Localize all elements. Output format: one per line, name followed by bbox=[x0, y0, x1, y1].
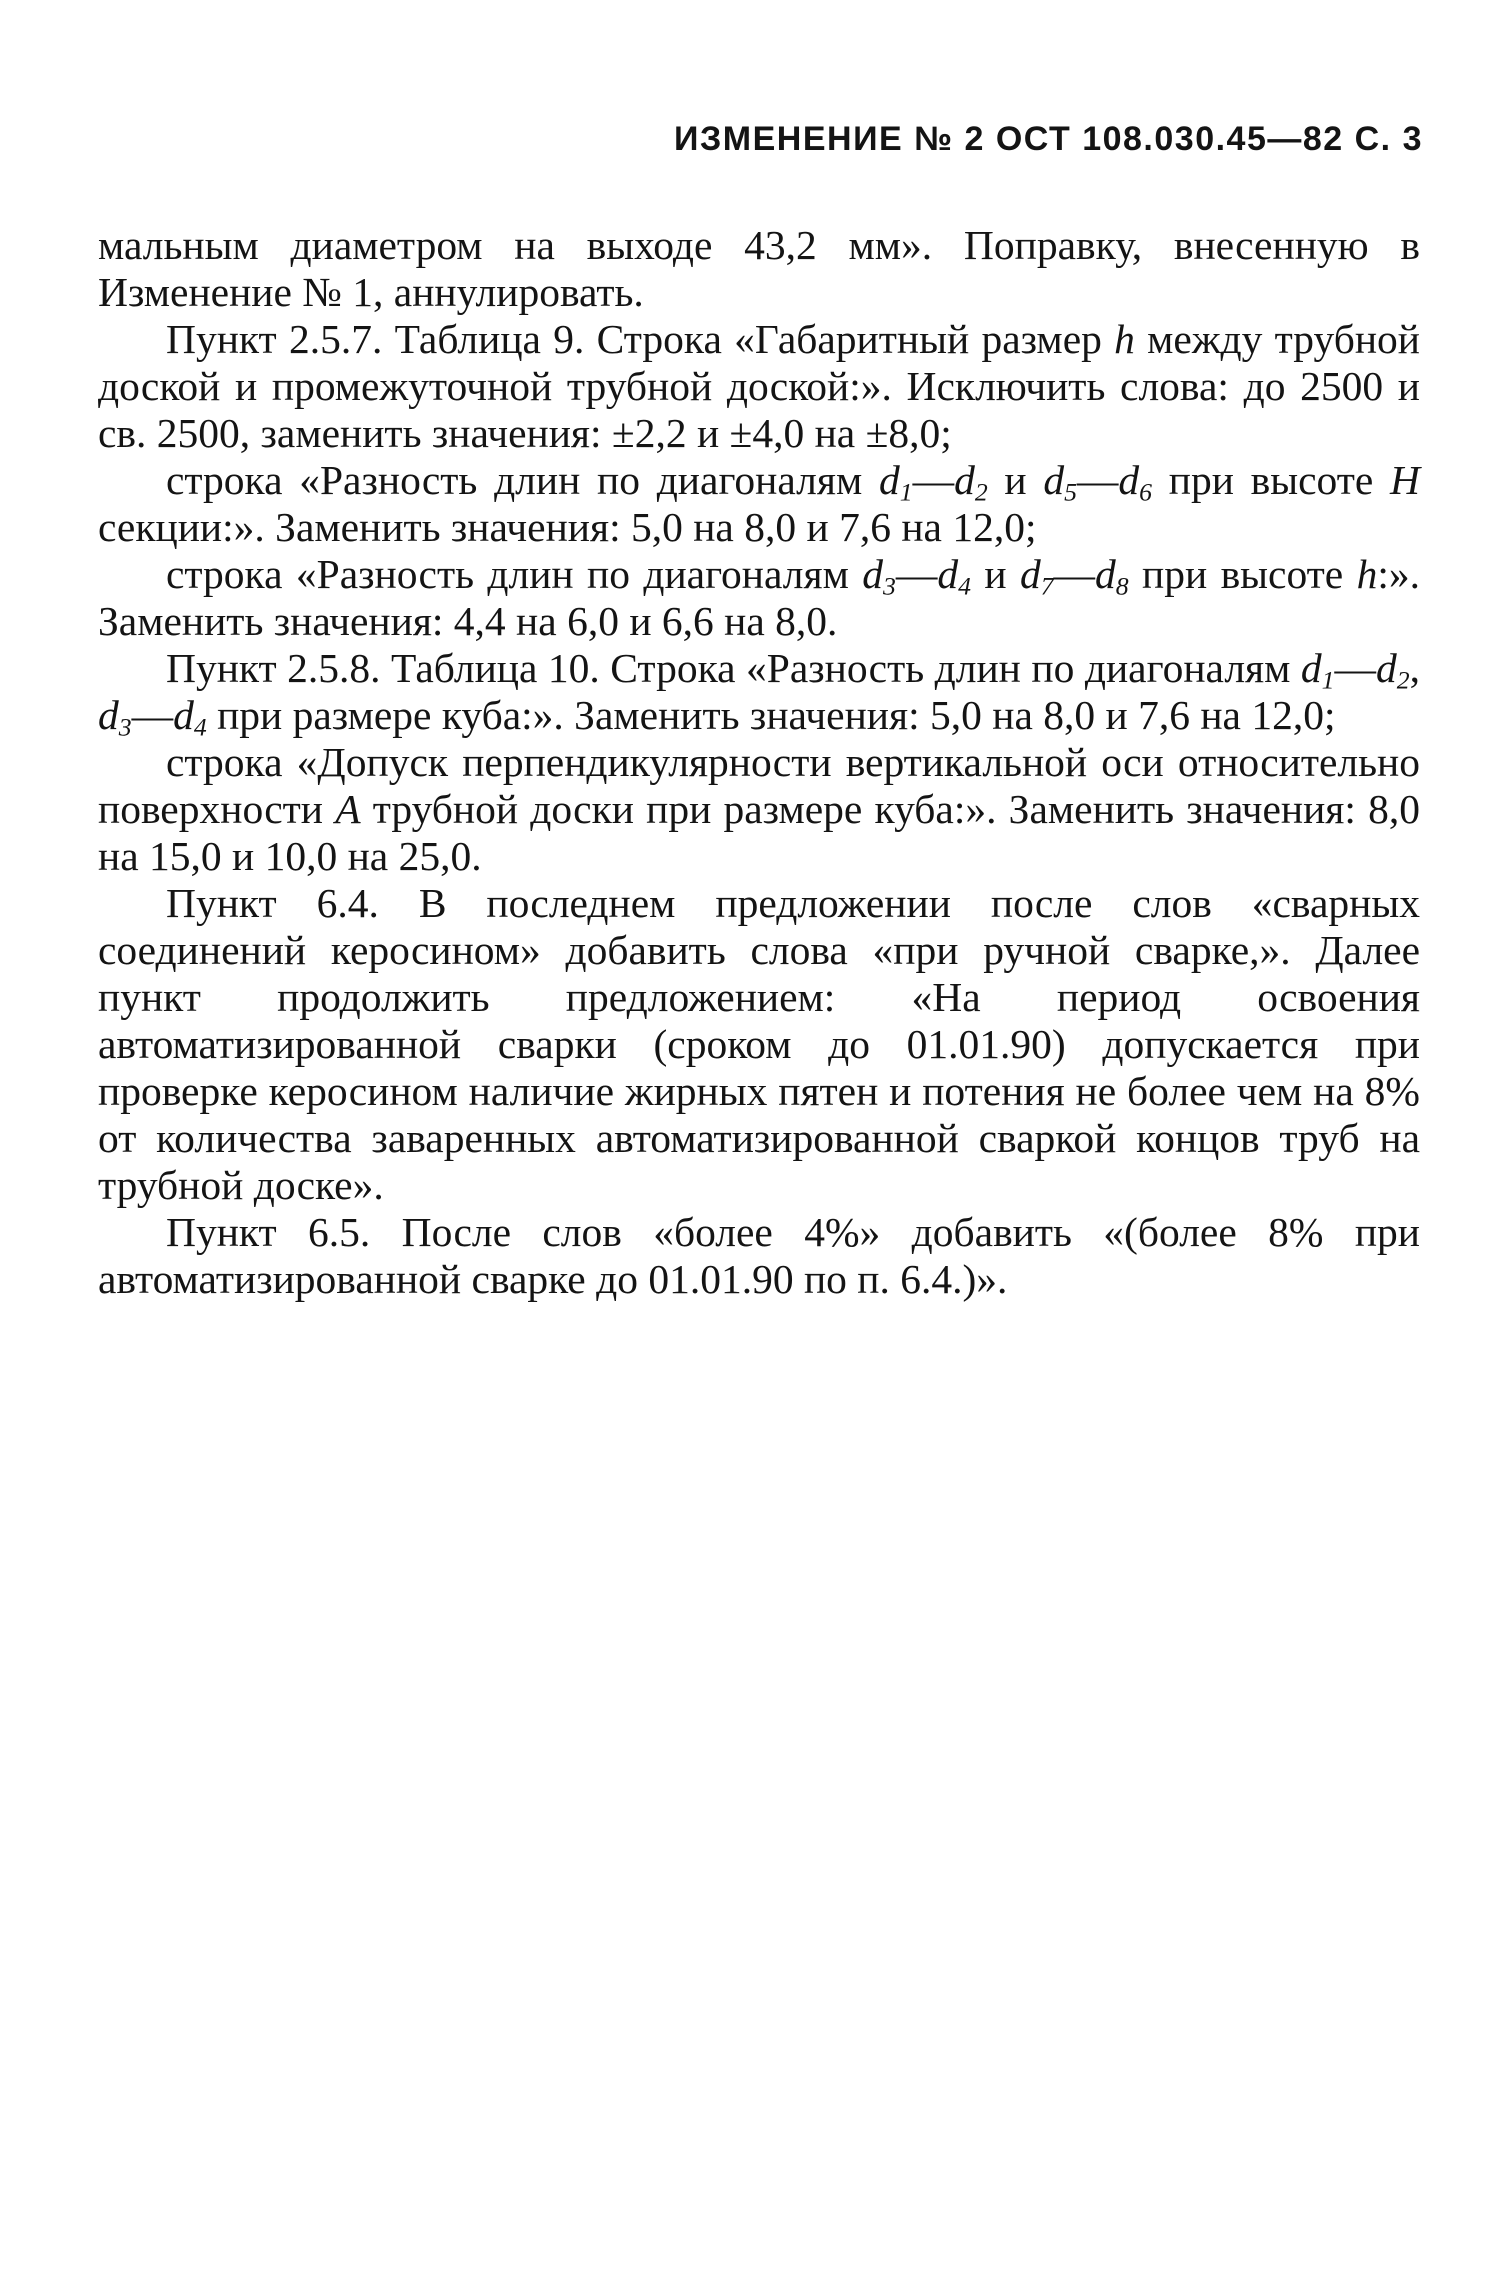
document-body bbox=[98, 222, 1420, 1303]
paragraph-2: Пункт 2.5.7. Таблица 9. Строка «Габаритный размер h между трубной доской и промежуточной трубной доской:». Исключить слова: до 2500 и св. 2500, заменить значения: ±2,2 и ±4,0 на ±8,0; bbox=[98, 316, 1420, 456]
paragraph-6: строка «Допуск перпендикулярности вертикальной оси относительно поверхности А трубной доски при размере куба:». Заменить значения: 8,0 на 15,0 и 10,0 на 25,0. bbox=[98, 739, 1420, 879]
paragraph-8: Пункт 6.5. После слов «более 4%» добавить «(более 8% при автоматизированной сварке до 01.01.90 по п. 6.4.)». bbox=[98, 1209, 1420, 1302]
paragraph-1: мальным диаметром на выходе 43,2 мм». Поправку, внесенную в Изменение № 1, аннулировать. bbox=[98, 222, 1420, 315]
paragraph-3: строка «Разность длин по диагоналям $d_1—d_2$ и $d_5—d_6$ при высоте H секции:». Заменить значения: 5,0 на 8,0 и 7,6 на 12,0; bbox=[98, 457, 1420, 550]
page-header: ИЗМЕНЕНИЕ № 2 ОСТ 108.030.45—82 С. 3 bbox=[674, 120, 1423, 158]
paragraph-5: Пункт 2.5.8. Таблица 10. Строка «Разность длин по диагоналям $d_1—d_2$, $d_3—d_4$ при размере куба:». Заменить значения: 5,0 на 8,0 и 7,6 на 12,0; bbox=[98, 645, 1420, 742]
paragraph-7: Пункт 6.4. В последнем предложении после слов «сварных соединений керосином» добавить слова «при ручной сварке,». Далее пункт продолжить предложением: «На период освоения автоматизированной сварки (сроком до 01.01.90) допускается при проверке керосином наличие жирных пятен и потения не более чем на 8% от количества заваренных автоматизированной сваркой концов труб на трубной доске». bbox=[98, 880, 1420, 1208]
paragraph-4: строка «Разность длин по диагоналям $d_3—d_4$ и $d_7—d_8$ при высоте h:». Заменить значения: 4,4 на 6,0 и 6,6 на 8,0. bbox=[98, 551, 1421, 644]
